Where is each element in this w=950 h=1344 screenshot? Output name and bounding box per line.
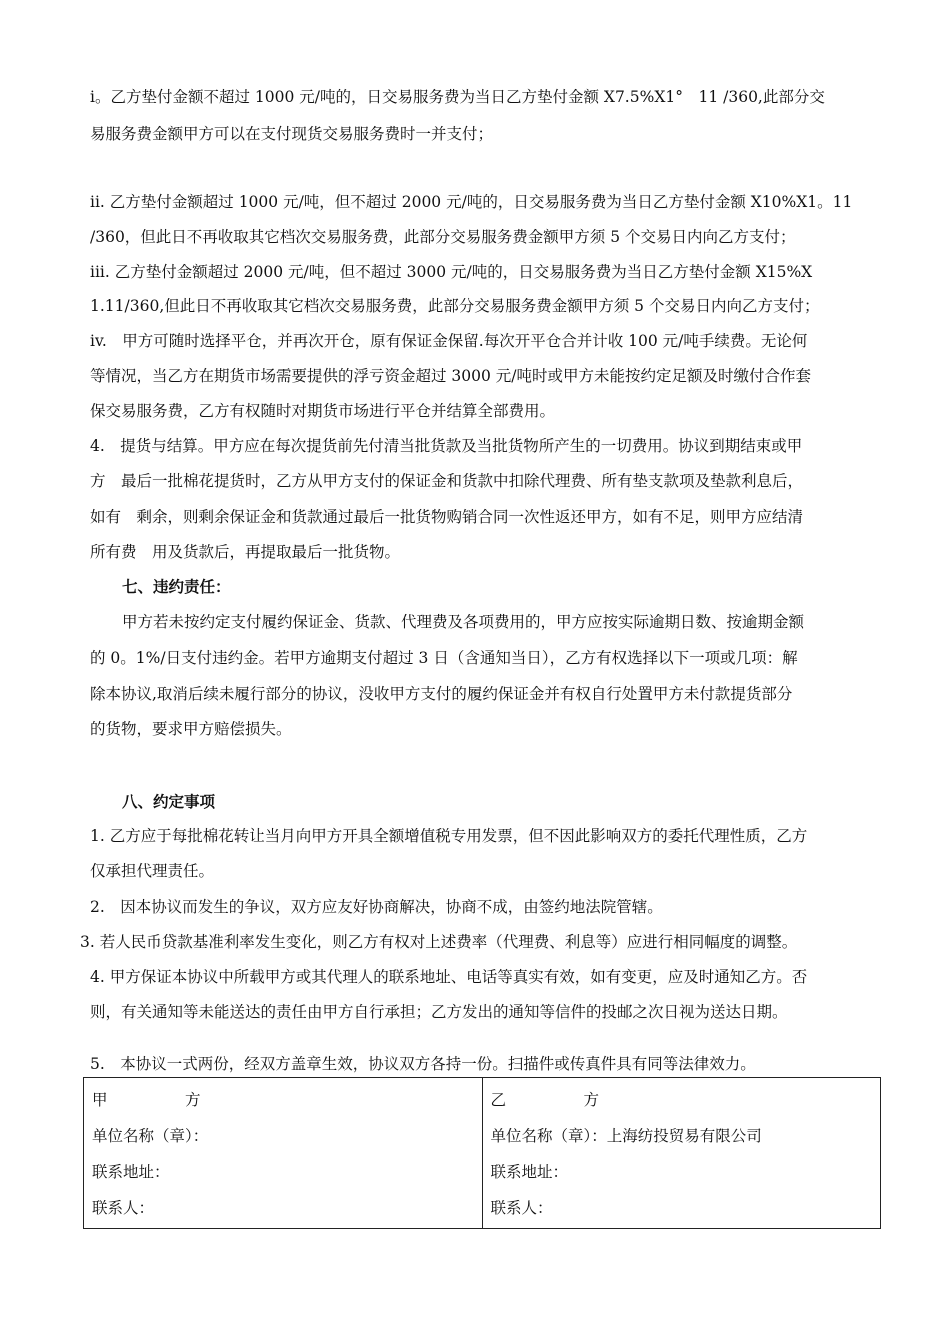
clause-iii-line-1: iii. 乙方垫付金额超过 2000 元/吨，但不超过 3000 元/吨的，日交易服务费为当日乙方垫付金额 X15%X xyxy=(90,263,813,281)
party-b-company-label: 单位名称（章）：上海纺投贸易有限公司 xyxy=(490,1127,762,1145)
clause-iv-line-2: 等情况，当乙方在期货市场需要提供的浮亏资金超过 3000 元/吨时或甲方未能按约定足额及时缴付合作套 xyxy=(90,367,812,385)
section-8-item-5: 5. 本协议一式两份，经双方盖章生效，协议双方各持一份。扫描件或传真件具有同等法律效力。 xyxy=(90,1055,756,1073)
party-b-address-label: 联系地址： xyxy=(490,1163,569,1181)
section-8-item-4-line-1: 4. 甲方保证本协议中所载甲方或其代理人的联系地址、电话等真实有效，如有变更，应及时通知乙方。否 xyxy=(90,968,808,986)
clause-4-line-4: 所有费 用及货款后，再提取最后一批货物。 xyxy=(90,543,401,561)
section-8-item-3: 3. 若人民币贷款基准利率发生变化，则乙方有权对上述费率（代理费、利息等）应进行相同幅度的调整。 xyxy=(80,933,798,951)
party-a-contact-label: 联系人： xyxy=(92,1199,155,1217)
clause-ii-line-1: ii. 乙方垫付金额超过 1000 元/吨，但不超过 2000 元/吨的，日交易服务费为当日乙方垫付金额 X10%X1。11 xyxy=(90,193,853,211)
clause-i-line-2: 易服务费金额甲方可以在支付现货交易服务费时一并支付； xyxy=(90,125,494,143)
party-b-contact-label: 联系人： xyxy=(490,1199,553,1217)
section-7-heading: 七、违约责任： xyxy=(122,577,231,596)
clause-ii-line-2: /360，但此日不再收取其它档次交易服务费，此部分交易服务费金额甲方须 5 个交易日内向乙方支付； xyxy=(90,228,796,246)
signature-table xyxy=(83,1077,881,1229)
party-a-title: 甲 方 xyxy=(92,1091,201,1109)
section-8-item-1-line-1: 1. 乙方应于每批棉花转让当月向甲方开具全额增值税专用发票，但不因此影响双方的委托代理性质，乙方 xyxy=(90,827,808,845)
clause-iv-line-3: 保交易服务费，乙方有权随时对期货市场进行平仓并结算全部费用。 xyxy=(90,402,556,420)
section-7-line-1: 甲方若未按约定支付履约保证金、货款、代理费及各项费用的，甲方应按实际逾期日数、按逾期金额 xyxy=(122,613,805,631)
party-b-cell xyxy=(482,1078,881,1229)
section-8-item-4-line-2: 则，有关通知等未能送达的责任由甲方自行承担；乙方发出的通知等信件的投邮之次日视为送达日期。 xyxy=(90,1003,788,1021)
party-a-cell xyxy=(84,1078,483,1229)
clause-4-line-3: 如有 剩余，则剩余保证金和货款通过最后一批货物购销合同一次性返还甲方，如有不足，则甲方应结清 xyxy=(90,508,804,526)
party-a-address-label: 联系地址： xyxy=(92,1163,170,1181)
clause-iv-line-1: iv. 甲方可随时选择平仓，并再次开仓，原有保证金保留.每次开平仓合并计收 100 元/吨手续费。无论何 xyxy=(90,332,808,350)
section-7-line-3: 除本协议,取消后续未履行部分的协议，没收甲方支付的履约保证金并有权自行处置甲方未付款提货部分 xyxy=(90,685,793,703)
party-a-company-label: 单位名称（章）： xyxy=(92,1127,209,1145)
section-8-heading: 八、约定事项 xyxy=(122,792,216,811)
section-7-line-2: 的 0。1%/日支付违约金。若甲方逾期支付超过 3 日（含通知当日），乙方有权选择以下一项或几项：解 xyxy=(90,649,798,667)
section-8-item-2: 2. 因本协议而发生的争议，双方应友好协商解决，协商不成，由签约地法院管辖。 xyxy=(90,898,663,916)
clause-i-line-1: i。乙方垫付金额不超过 1000 元/吨的，日交易服务费为当日乙方垫付金额 X7.5%X1° 11 /360,此部分交 xyxy=(90,88,825,106)
clause-iii-line-2: 1.11/360,但此日不再收取其它档次交易服务费，此部分交易服务费金额甲方须 5 个交易日内向乙方支付； xyxy=(90,297,820,315)
party-b-title: 乙 方 xyxy=(490,1091,600,1109)
section-7-line-4: 的货物，要求甲方赔偿损失。 xyxy=(90,720,292,738)
clause-4-line-1: 4. 提货与结算。甲方应在每次提货前先付清当批货款及当批货物所产生的一切费用。协议到期结束或甲 xyxy=(90,437,803,455)
section-8-item-1-line-2: 仅承担代理责任。 xyxy=(90,862,215,880)
clause-4-line-2: 方 最后一批棉花提货时，乙方从甲方支付的保证金和货款中扣除代理费、所有垫支款项及垫款利息后， xyxy=(90,472,804,490)
